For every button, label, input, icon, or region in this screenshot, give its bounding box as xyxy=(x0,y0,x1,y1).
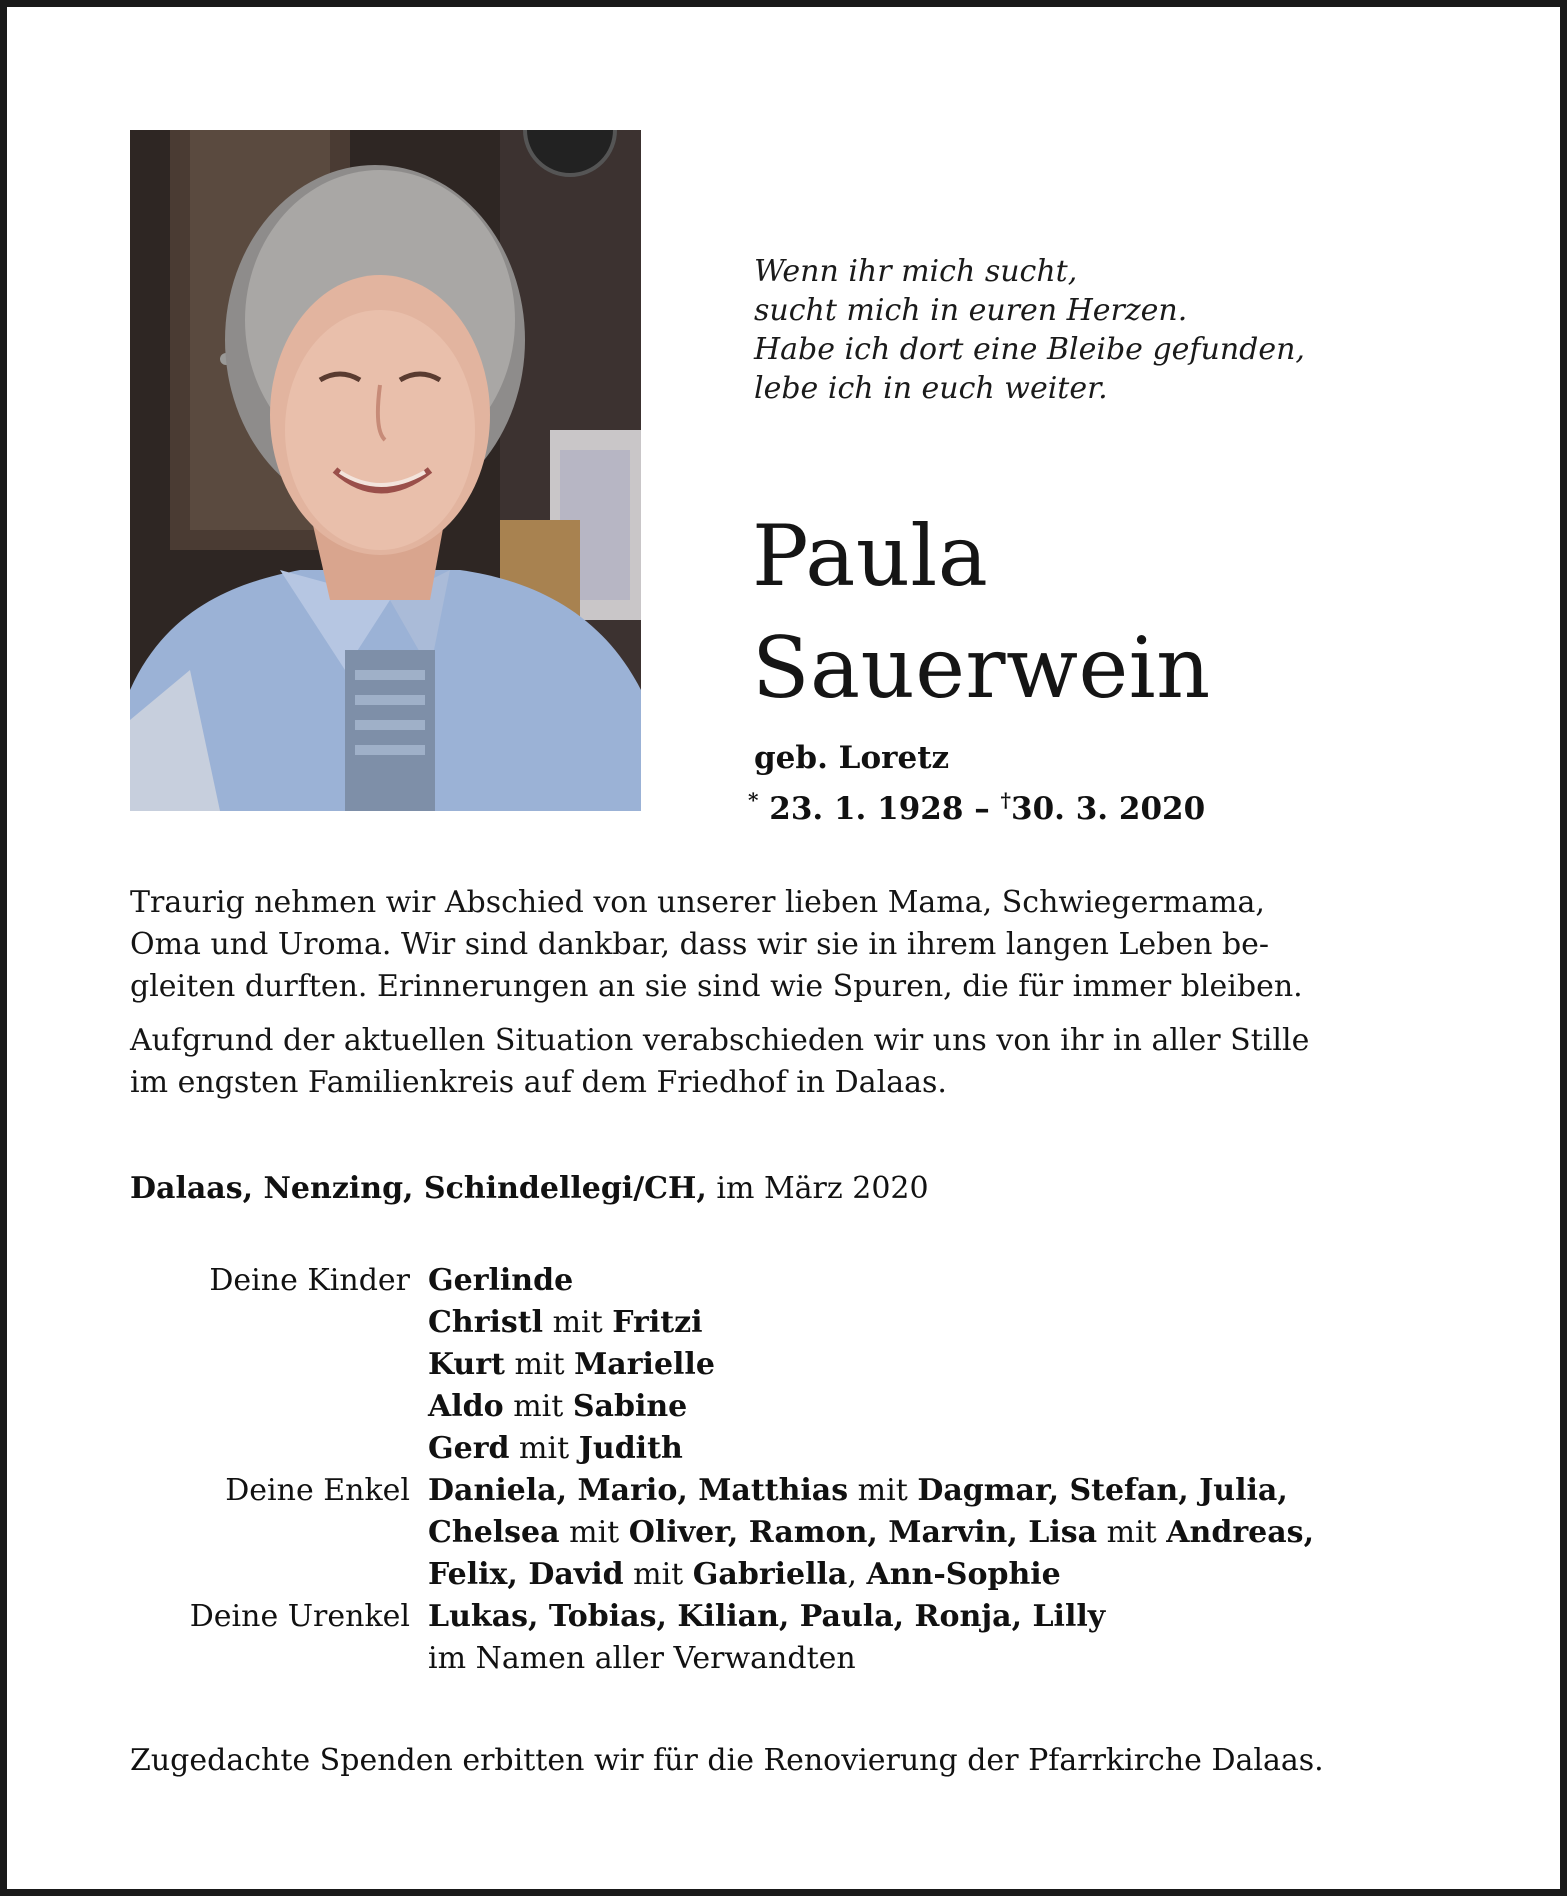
grandchild-names: Ann-Sophie xyxy=(866,1557,1061,1592)
first-name: Paula xyxy=(752,507,989,605)
place-date-line xyxy=(130,1168,929,1210)
names xyxy=(428,1386,687,1428)
birth-symbol: * xyxy=(748,788,759,812)
family-row xyxy=(130,1386,1450,1428)
poem-line: Wenn ihr mich sucht, xyxy=(754,254,1078,289)
grandchild-names: Andreas, xyxy=(1166,1515,1315,1550)
family-row xyxy=(130,1428,1450,1470)
family-row xyxy=(130,1512,1450,1554)
poem-line: lebe ich in euch weiter. xyxy=(754,371,1108,406)
grandchild-names: Gabriella xyxy=(692,1557,848,1592)
places: Dalaas, Nenzing, Schindellegi/CH, xyxy=(130,1171,707,1206)
text-line: Traurig nehmen wir Abschied von unserer lieben Mama, Schwiegermama, xyxy=(130,885,1265,920)
mit-text: mit xyxy=(519,1431,570,1466)
deceased-name xyxy=(752,500,1211,724)
family-row xyxy=(130,1596,1450,1638)
names xyxy=(428,1470,1288,1512)
child-name: Kurt xyxy=(428,1347,505,1382)
family-row xyxy=(130,1638,1450,1680)
child-name: Gerlinde xyxy=(428,1263,574,1298)
mit-text: mit xyxy=(857,1473,908,1508)
names xyxy=(428,1428,683,1470)
partner-name: Marielle xyxy=(574,1347,715,1382)
partner-name: Fritzi xyxy=(612,1305,703,1340)
names xyxy=(428,1344,715,1386)
mit-text: mit xyxy=(633,1557,684,1592)
child-name: Aldo xyxy=(428,1389,504,1424)
grandchild-names: Daniela, Mario, Matthias xyxy=(428,1473,849,1508)
text-line: Aufgrund der aktuellen Situation verabschieden wir uns von ihr in aller Stille xyxy=(130,1023,1310,1058)
family-row xyxy=(130,1344,1450,1386)
life-dates xyxy=(748,780,1205,829)
kinder-label: Deine Kinder xyxy=(209,1263,410,1298)
names xyxy=(428,1302,703,1344)
urenkel-label: Deine Urenkel xyxy=(189,1599,410,1634)
donation-note: Zugedachte Spenden erbitten wir für die Renovierung der Pfarrkirche Dalaas. xyxy=(130,1743,1324,1778)
grandchild-names: Dagmar, Stefan, Julia, xyxy=(917,1473,1288,1508)
grandchild-names: Chelsea xyxy=(428,1515,560,1550)
family-row xyxy=(130,1260,1450,1302)
names xyxy=(428,1512,1314,1554)
date-separator: – xyxy=(974,791,990,827)
family-row xyxy=(130,1470,1450,1512)
paragraph-2 xyxy=(130,1020,1440,1104)
family-row xyxy=(130,1302,1450,1344)
names xyxy=(428,1554,1061,1596)
paragraph-1 xyxy=(130,882,1440,1008)
maiden-name: geb. Loretz xyxy=(754,740,950,776)
last-name: Sauerwein xyxy=(752,619,1211,717)
text-line: Oma und Uroma. Wir sind dankbar, dass wir sie in ihrem langen Leben be- xyxy=(130,927,1270,962)
mit-text: mit xyxy=(1106,1515,1157,1550)
poem-line: Habe ich dort eine Bleibe gefunden, xyxy=(754,332,1305,367)
child-name: Gerd xyxy=(428,1431,510,1466)
grandchild-names: Oliver, Ramon, Marvin, Lisa xyxy=(628,1515,1098,1550)
birth-date: 23. 1. 1928 xyxy=(769,791,964,827)
death-date: 30. 3. 2020 xyxy=(1011,791,1206,827)
child-name: Christl xyxy=(428,1305,544,1340)
grandchild-names: Felix, David xyxy=(428,1557,624,1592)
family-row xyxy=(130,1554,1450,1596)
announcement-text xyxy=(130,882,1440,1104)
text-line: gleiten durften. Erinnerungen an sie sind wie Spuren, die für immer bleiben. xyxy=(130,969,1303,1004)
mit-text: mit xyxy=(514,1347,565,1382)
month-year: im März 2020 xyxy=(716,1171,929,1206)
mit-text: mit xyxy=(513,1389,564,1424)
comma: , xyxy=(847,1557,857,1592)
memorial-poem xyxy=(754,252,1454,408)
death-symbol: † xyxy=(1000,788,1011,812)
poem-line: sucht mich in euren Herzen. xyxy=(754,293,1188,328)
relatives-line: im Namen aller Verwandten xyxy=(428,1641,856,1676)
family-list xyxy=(130,1260,1450,1680)
names xyxy=(428,1596,1105,1638)
mit-text: mit xyxy=(569,1515,620,1550)
partner-name: Judith xyxy=(578,1431,683,1466)
partner-name: Sabine xyxy=(572,1389,688,1424)
names xyxy=(428,1260,573,1302)
great-grandchild-names: Lukas, Tobias, Kilian, Paula, Ronja, Lilly xyxy=(428,1599,1106,1634)
text-line: im engsten Familienkreis auf dem Friedhof in Dalaas. xyxy=(130,1065,947,1100)
mit-text: mit xyxy=(552,1305,603,1340)
enkel-label: Deine Enkel xyxy=(225,1473,410,1508)
portrait-photo xyxy=(130,130,641,811)
